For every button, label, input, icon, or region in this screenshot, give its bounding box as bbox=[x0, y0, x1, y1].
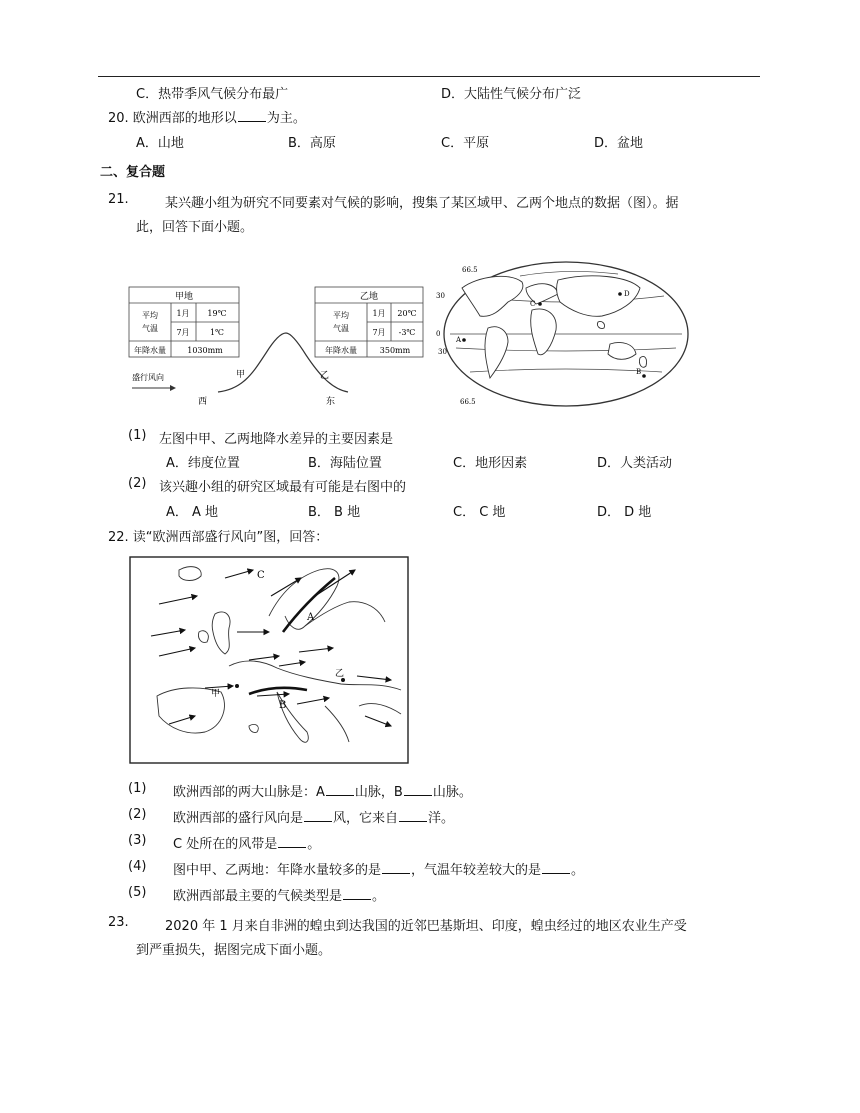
section-title: 二、复合题 bbox=[100, 165, 166, 180]
q21-sub1-option-d: D．人类活动 bbox=[597, 456, 673, 471]
jia-avg-temp-label-2: 气温 bbox=[142, 324, 158, 333]
europe-map-frame bbox=[130, 557, 408, 763]
yi-jan-label: 1月 bbox=[372, 309, 386, 318]
q23-line2: 到严重损失，据图完成下面小题。 bbox=[136, 943, 332, 958]
profile-east-label: 东 bbox=[326, 397, 336, 407]
lat-label-30n: 30 bbox=[436, 292, 445, 300]
point-d-dot bbox=[618, 292, 622, 296]
q21-sub2-option-c: C． C 地 bbox=[453, 505, 506, 520]
yi-rain-label: 年降水量 bbox=[325, 346, 357, 355]
q21-sub2-text: 该兴趣小组的研究区域最有可能是右图中的 bbox=[159, 480, 407, 495]
q22-s3-number: (3) bbox=[128, 833, 147, 848]
point-b-label: B bbox=[636, 368, 642, 376]
profile-yi-label: 乙 bbox=[320, 371, 330, 381]
jia-jul-temp: 1℃ bbox=[209, 328, 225, 337]
yi-avg-temp-label-1: 平均 bbox=[333, 311, 349, 320]
q20-option-d: D．盆地 bbox=[594, 136, 644, 151]
point-a-label: A bbox=[456, 336, 462, 344]
mountain-profile bbox=[218, 333, 348, 392]
q22-s2-text: 欧洲西部的盛行风向是 风，它来自 洋。 bbox=[173, 811, 455, 826]
map-label-jia: 甲 bbox=[211, 689, 221, 699]
q21-climate-figure bbox=[126, 285, 441, 410]
wind-direction-label: 盛行风向 bbox=[132, 373, 164, 382]
yi-jul-temp: -3℃ bbox=[398, 328, 416, 337]
map-label-yi: 乙 bbox=[335, 669, 345, 679]
yi-avg-temp-label-2: 气温 bbox=[333, 324, 349, 333]
q21-sub1-number: (1) bbox=[128, 428, 147, 443]
yi-jul-label: 7月 bbox=[372, 328, 386, 337]
map-label-b: B bbox=[279, 700, 287, 711]
point-a-dot bbox=[462, 338, 466, 342]
profile-jia-label: 甲 bbox=[236, 370, 246, 380]
jia-jul-label: 7月 bbox=[176, 328, 190, 337]
q22-europe-wind-map bbox=[129, 556, 411, 766]
q20-option-b: B．高原 bbox=[288, 136, 336, 151]
q22-s4-number: (4) bbox=[128, 859, 147, 874]
q21-sub2-option-a: A． A 地 bbox=[166, 505, 219, 520]
q21-number: 21. bbox=[108, 192, 129, 207]
header-rule bbox=[98, 76, 760, 77]
q21-line2: 此，回答下面小题。 bbox=[136, 220, 254, 235]
q21-line1: 某兴趣小组为研究不同要素对气候的影响，搜集了某区域甲、乙两个地点的数据（图）。据 bbox=[165, 196, 679, 211]
q20-stem: 20. 欧洲西部的地形以 为主。 bbox=[108, 111, 306, 126]
q22-s1-number: (1) bbox=[128, 781, 147, 796]
jia-table-title: 甲地 bbox=[174, 292, 194, 302]
map-label-a: A bbox=[307, 612, 315, 623]
q22-s4-text: 图中甲、乙两地：年降水量较多的是 ，气温年较差较大的是 。 bbox=[173, 863, 585, 878]
q21-sub1-text: 左图中甲、乙两地降水差异的主要因素是 bbox=[159, 432, 394, 447]
point-b-dot bbox=[642, 374, 646, 378]
q22-stem: 22. 读“欧洲西部盛行风向”图，回答： bbox=[108, 530, 329, 545]
q21-sub2-number: (2) bbox=[128, 476, 147, 491]
point-jia-dot bbox=[235, 684, 239, 688]
q21-sub1-option-b: B．海陆位置 bbox=[308, 456, 382, 471]
q21-sub1-option-a: A．纬度位置 bbox=[166, 456, 240, 471]
q21-world-map bbox=[430, 258, 692, 410]
lat-label-bottom: 66.5 bbox=[460, 398, 476, 406]
jia-jan-temp: 19℃ bbox=[207, 309, 227, 318]
lat-label-top: 66.5 bbox=[462, 266, 478, 274]
jia-avg-temp-label-1: 平均 bbox=[142, 311, 158, 320]
wind-arrow-icon bbox=[132, 385, 176, 391]
q20-option-c: C．平原 bbox=[441, 136, 490, 151]
q22-s1-text: 欧洲西部的两大山脉是：A 山脉，B 山脉。 bbox=[173, 785, 472, 800]
yi-jan-temp: 20℃ bbox=[397, 309, 417, 318]
q22-s3-text: C 处所在的风带是 。 bbox=[173, 837, 321, 852]
q21-sub1-option-c: C．地形因素 bbox=[453, 456, 528, 471]
yi-table-title: 乙地 bbox=[359, 292, 379, 302]
jia-rain-value: 1030mm bbox=[187, 346, 223, 355]
point-d-label: D bbox=[624, 290, 630, 298]
profile-west-label: 西 bbox=[198, 397, 208, 407]
jia-rain-label: 年降水量 bbox=[134, 346, 166, 355]
q21-sub2-option-b: B． B 地 bbox=[308, 505, 361, 520]
q21-sub2-option-d: D． D 地 bbox=[597, 505, 652, 520]
q23-line1: 2020 年 1 月来自非洲的蝗虫到达我国的近邻巴基斯坦、印度，蝗虫经过的地区农业生产受 bbox=[165, 919, 687, 934]
lat-label-30s: 30 bbox=[438, 348, 447, 356]
q22-s5-number: (5) bbox=[128, 885, 147, 900]
yi-rain-value: 350mm bbox=[379, 346, 411, 355]
q19-option-d: D．大陆性气候分布广泛 bbox=[441, 87, 582, 102]
q23-number: 23. bbox=[108, 915, 129, 930]
jia-jan-label: 1月 bbox=[176, 309, 190, 318]
point-c-dot bbox=[538, 302, 542, 306]
q22-s2-number: (2) bbox=[128, 807, 147, 822]
lat-label-0: 0 bbox=[436, 330, 441, 338]
map-label-c: C bbox=[257, 570, 265, 581]
point-c-label: C bbox=[530, 300, 536, 308]
q22-s5-text: 欧洲西部最主要的气候类型是 。 bbox=[173, 889, 386, 904]
q20-option-a: A．山地 bbox=[136, 136, 184, 151]
q19-option-c: C．热带季风气候分布最广 bbox=[136, 87, 289, 102]
